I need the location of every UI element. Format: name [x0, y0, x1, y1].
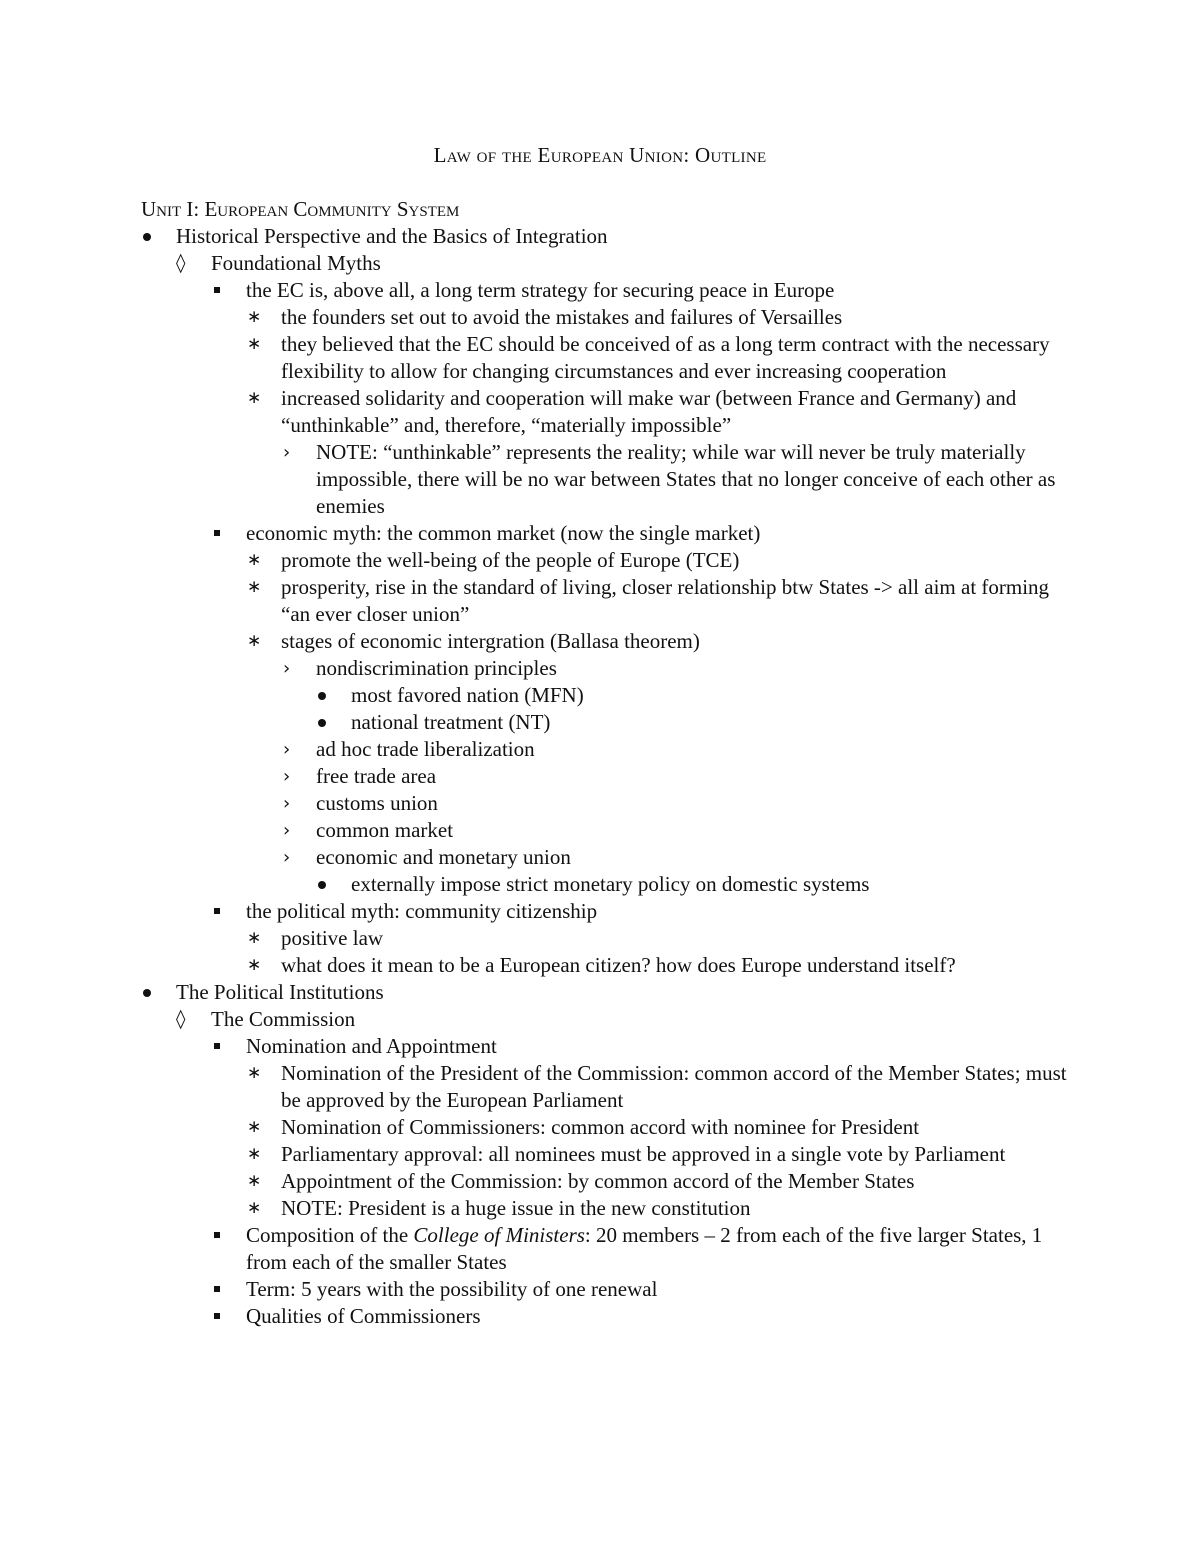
outline-item: › ad hoc trade liberalization — [283, 737, 535, 761]
outline-level-6 — [316, 682, 1071, 736]
bullet-chevron-icon: › — [283, 793, 291, 814]
outline-item: ∗ Parliamentary approval: all nominees must be approved in a single vote by Parliament — [247, 1142, 1006, 1166]
bullet-asterisk-icon: ∗ — [247, 334, 262, 354]
outline-level-1 — [141, 223, 1071, 1330]
bullet-asterisk-icon: ∗ — [247, 1171, 262, 1191]
bullet-chevron-icon: › — [283, 442, 291, 463]
bullet-asterisk-icon: ∗ — [247, 1144, 262, 1164]
outline-level-4 — [246, 304, 1071, 520]
outline-item: ∗ they believed that the EC should be conceived of as a long term contract with the necessary flexibility to allow for changing circumstances and ever increasing cooperation — [247, 332, 1050, 383]
outline-item: most favored nation (MFN) — [351, 683, 584, 707]
outline-item: › common market — [283, 818, 454, 842]
outline-item: ∗ prosperity, rise in the standard of living, closer relationship btw States -> all aim at forming “an ever closer union” — [247, 575, 1050, 626]
bullet-chevron-icon: › — [283, 739, 291, 760]
outline-item: ∗ NOTE: President is a huge issue in the new constitution — [247, 1196, 751, 1220]
outline-item: externally impose strict monetary policy on domestic systems — [351, 872, 870, 896]
outline-level-3 — [211, 1033, 1071, 1330]
outline-item: ∗ Appointment of the Commission: by common accord of the Member States — [247, 1169, 915, 1193]
outline-item: ∗ what does it mean to be a European citizen? how does Europe understand itself? — [247, 953, 956, 977]
outline-level-6 — [316, 871, 1071, 898]
outline-item: the political myth: community citizenship ∗ positive law ∗ what does it mean to be a European citizen? how does Europe understand itself? — [211, 898, 1071, 979]
outline-level-4 — [246, 547, 1071, 898]
outline-item: Historical Perspective and the Basics of Integration ◊ Foundational Myths the EC is, above all, a long term strategy for securing peace in Europe ∗ the founders set out to avoid the mistakes and failures of Versailles ∗ they believed that the EC should be conceived of as a long term contract with the necessary flexibility to allow for changing circumstances and ever increasing cooperation ∗ increased solidarity and cooperation will make war (between France and Germany) and “unthinkable” and, therefore, “materially impossible” › NOTE: “unthinkable” represents the reality; while war will never be truly materially impossible, there will be no war between States that no longer conceive of each other as enemies economic myth: the common market (now the single market) ∗ promote the well-being of the people of Europe (TCE) ∗ prosperity, rise in the standard of living, closer relationship btw States -> all aim at forming “an ever closer union” ∗ stages of economic intergration (Ballasa theorem) › nondiscrimination principles most favored nation (MFN) national treatment (NT) › ad hoc trade liberalization › free trade area › customs union › common market › economic and monetary union externally impose strict monetary policy on domestic systems the political myth: community citizenship ∗ positive law ∗ what does it mean to be a European citizen? how does Europe understand itself? — [141, 223, 1071, 979]
outline-item: Composition of the College of Ministers: 20 members – 2 from each of the five larger States, 1 from each of the smaller States — [246, 1223, 1043, 1274]
unit-heading: Unit I: European Community System — [141, 197, 460, 221]
bullet-chevron-icon: › — [283, 820, 291, 841]
bullet-asterisk-icon: ∗ — [247, 577, 262, 597]
outline-level-2 — [176, 250, 1071, 979]
outline-item: › NOTE: “unthinkable” represents the reality; while war will never be truly materially impossible, there will be no war between States that no longer conceive of each other as enemies — [283, 440, 1056, 518]
bullet-asterisk-icon: ∗ — [247, 388, 262, 408]
outline-item: Nomination and Appointment ∗ Nomination of the President of the Commission: common accord of the Member States; must be approved by the European Parliament ∗ Nomination of Commissioners: common accord with nominee for President ∗ Parliamentary approval: all nominees must be approved in a single vote by Parliament ∗ Appointment of the Commission: by common accord of the Member States ∗ NOTE: President is a huge issue in the new constitution — [211, 1033, 1071, 1222]
bullet-asterisk-icon: ∗ — [247, 631, 262, 651]
outline-level-5 — [281, 655, 1071, 898]
outline-item: › free trade area — [283, 764, 437, 788]
bullet-chevron-icon: › — [283, 847, 291, 868]
outline-item: economic myth: the common market (now the single market) ∗ promote the well-being of the people of Europe (TCE) ∗ prosperity, rise in the standard of living, closer relationship btw States -> all aim at forming “an ever closer union” ∗ stages of economic intergration (Ballasa theorem) › nondiscrimination principles most favored nation (MFN) national treatment (NT) › ad hoc trade liberalization › free trade area › customs union › common market › economic and monetary union externally impose strict monetary policy on domestic systems — [211, 520, 1071, 898]
outline-item: ∗ the founders set out to avoid the mistakes and failures of Versailles — [247, 305, 843, 329]
bullet-asterisk-icon: ∗ — [247, 1117, 262, 1137]
outline-item: ∗ increased solidarity and cooperation will make war (between France and Germany) and “unthinkable” and, therefore, “materially impossible” › NOTE: “unthinkable” represents the reality; while war will never be truly materially impossible, there will be no war between States that no longer conceive of each other as enemies — [246, 385, 1071, 520]
outline-level-3 — [211, 277, 1071, 979]
outline-item: › customs union — [283, 791, 438, 815]
outline-item: ∗ stages of economic intergration (Ballasa theorem) › nondiscrimination principles most favored nation (MFN) national treatment (NT) › ad hoc trade liberalization › free trade area › customs union › common market › economic and monetary union externally impose strict monetary policy on domestic systems — [246, 628, 1071, 898]
outline-item: ∗ positive law — [247, 926, 384, 950]
bullet-chevron-icon: › — [283, 766, 291, 787]
outline-item: The Political Institutions ◊ The Commission Nomination and Appointment ∗ Nomination of the President of the Commission: common accord of the Member States; must be approved by the European Parliament ∗ Nomination of Commissioners: common accord with nominee for President ∗ Parliamentary approval: all nominees must be approved in a single vote by Parliament ∗ Appointment of the Commission: by common accord of the Member States ∗ NOTE: President is a huge issue in the new constitution Composition of the College of Ministers: 20 members – 2 from each of the five larger States, 1 from each of the smaller States Term: 5 years with the possibility of one renewal Qualities of Commissioners — [141, 979, 1071, 1330]
outline-level-5 — [281, 439, 1071, 520]
outline-item: › nondiscrimination principles most favored nation (MFN) national treatment (NT) — [281, 655, 1071, 736]
outline-level-4 — [246, 925, 1071, 979]
outline-level-2 — [176, 1006, 1071, 1330]
outline-item: Term: 5 years with the possibility of one renewal — [246, 1277, 658, 1301]
outline-item: Qualities of Commissioners — [246, 1304, 481, 1328]
outline-item: ∗ Nomination of Commissioners: common accord with nominee for President — [247, 1115, 920, 1139]
outline-item: ∗ Nomination of the President of the Commission: common accord of the Member States; must be approved by the European Parliament — [247, 1061, 1067, 1112]
emphasis-text: College of Ministers — [413, 1223, 585, 1247]
outline-body — [141, 196, 1071, 1330]
outline-item: national treatment (NT) — [351, 710, 551, 734]
bullet-diamond-icon: ◊ — [176, 1008, 186, 1030]
outline-item: ◊ Foundational Myths the EC is, above all, a long term strategy for securing peace in Europe ∗ the founders set out to avoid the mistakes and failures of Versailles ∗ they believed that the EC should be conceived of as a long term contract with the necessary flexibility to allow for changing circumstances and ever increasing cooperation ∗ increased solidarity and cooperation will make war (between France and Germany) and “unthinkable” and, therefore, “materially impossible” › NOTE: “unthinkable” represents the reality; while war will never be truly materially impossible, there will be no war between States that no longer conceive of each other as enemies economic myth: the common market (now the single market) ∗ promote the well-being of the people of Europe (TCE) ∗ prosperity, rise in the standard of living, closer relationship btw States -> all aim at forming “an ever closer union” ∗ stages of economic intergration (Ballasa theorem) › nondiscrimination principles most favored nation (MFN) national treatment (NT) › ad hoc trade liberalization › free trade area › customs union › common market › economic and monetary union externally impose strict monetary policy on domestic systems the political myth: community citizenship ∗ positive law ∗ what does it mean to be a European citizen? how does Europe understand itself? — [176, 250, 1071, 979]
outline-item: the EC is, above all, a long term strategy for securing peace in Europe ∗ the founders set out to avoid the mistakes and failures of Versailles ∗ they believed that the EC should be conceived of as a long term contract with the necessary flexibility to allow for changing circumstances and ever increasing cooperation ∗ increased solidarity and cooperation will make war (between France and Germany) and “unthinkable” and, therefore, “materially impossible” › NOTE: “unthinkable” represents the reality; while war will never be truly materially impossible, there will be no war between States that no longer conceive of each other as enemies — [211, 277, 1071, 520]
bullet-asterisk-icon: ∗ — [247, 955, 262, 975]
bullet-asterisk-icon: ∗ — [247, 307, 262, 327]
bullet-asterisk-icon: ∗ — [247, 1198, 262, 1218]
outline-item: ◊ The Commission Nomination and Appointment ∗ Nomination of the President of the Commission: common accord of the Member States; must be approved by the European Parliament ∗ Nomination of Commissioners: common accord with nominee for President ∗ Parliamentary approval: all nominees must be approved in a single vote by Parliament ∗ Appointment of the Commission: by common accord of the Member States ∗ NOTE: President is a huge issue in the new constitution Composition of the College of Ministers: 20 members – 2 from each of the five larger States, 1 from each of the smaller States Term: 5 years with the possibility of one renewal Qualities of Commissioners — [176, 1006, 1071, 1330]
bullet-asterisk-icon: ∗ — [247, 550, 262, 570]
document-title: Law of the European Union: Outline — [433, 143, 767, 167]
outline-item: › economic and monetary union externally impose strict monetary policy on domestic systems — [281, 844, 1071, 898]
bullet-chevron-icon: › — [283, 658, 291, 679]
outline-level-4 — [246, 1060, 1071, 1222]
bullet-asterisk-icon: ∗ — [247, 1063, 262, 1083]
outline-item: ∗ promote the well-being of the people of Europe (TCE) — [247, 548, 740, 572]
bullet-diamond-icon: ◊ — [176, 252, 186, 274]
bullet-asterisk-icon: ∗ — [247, 928, 262, 948]
